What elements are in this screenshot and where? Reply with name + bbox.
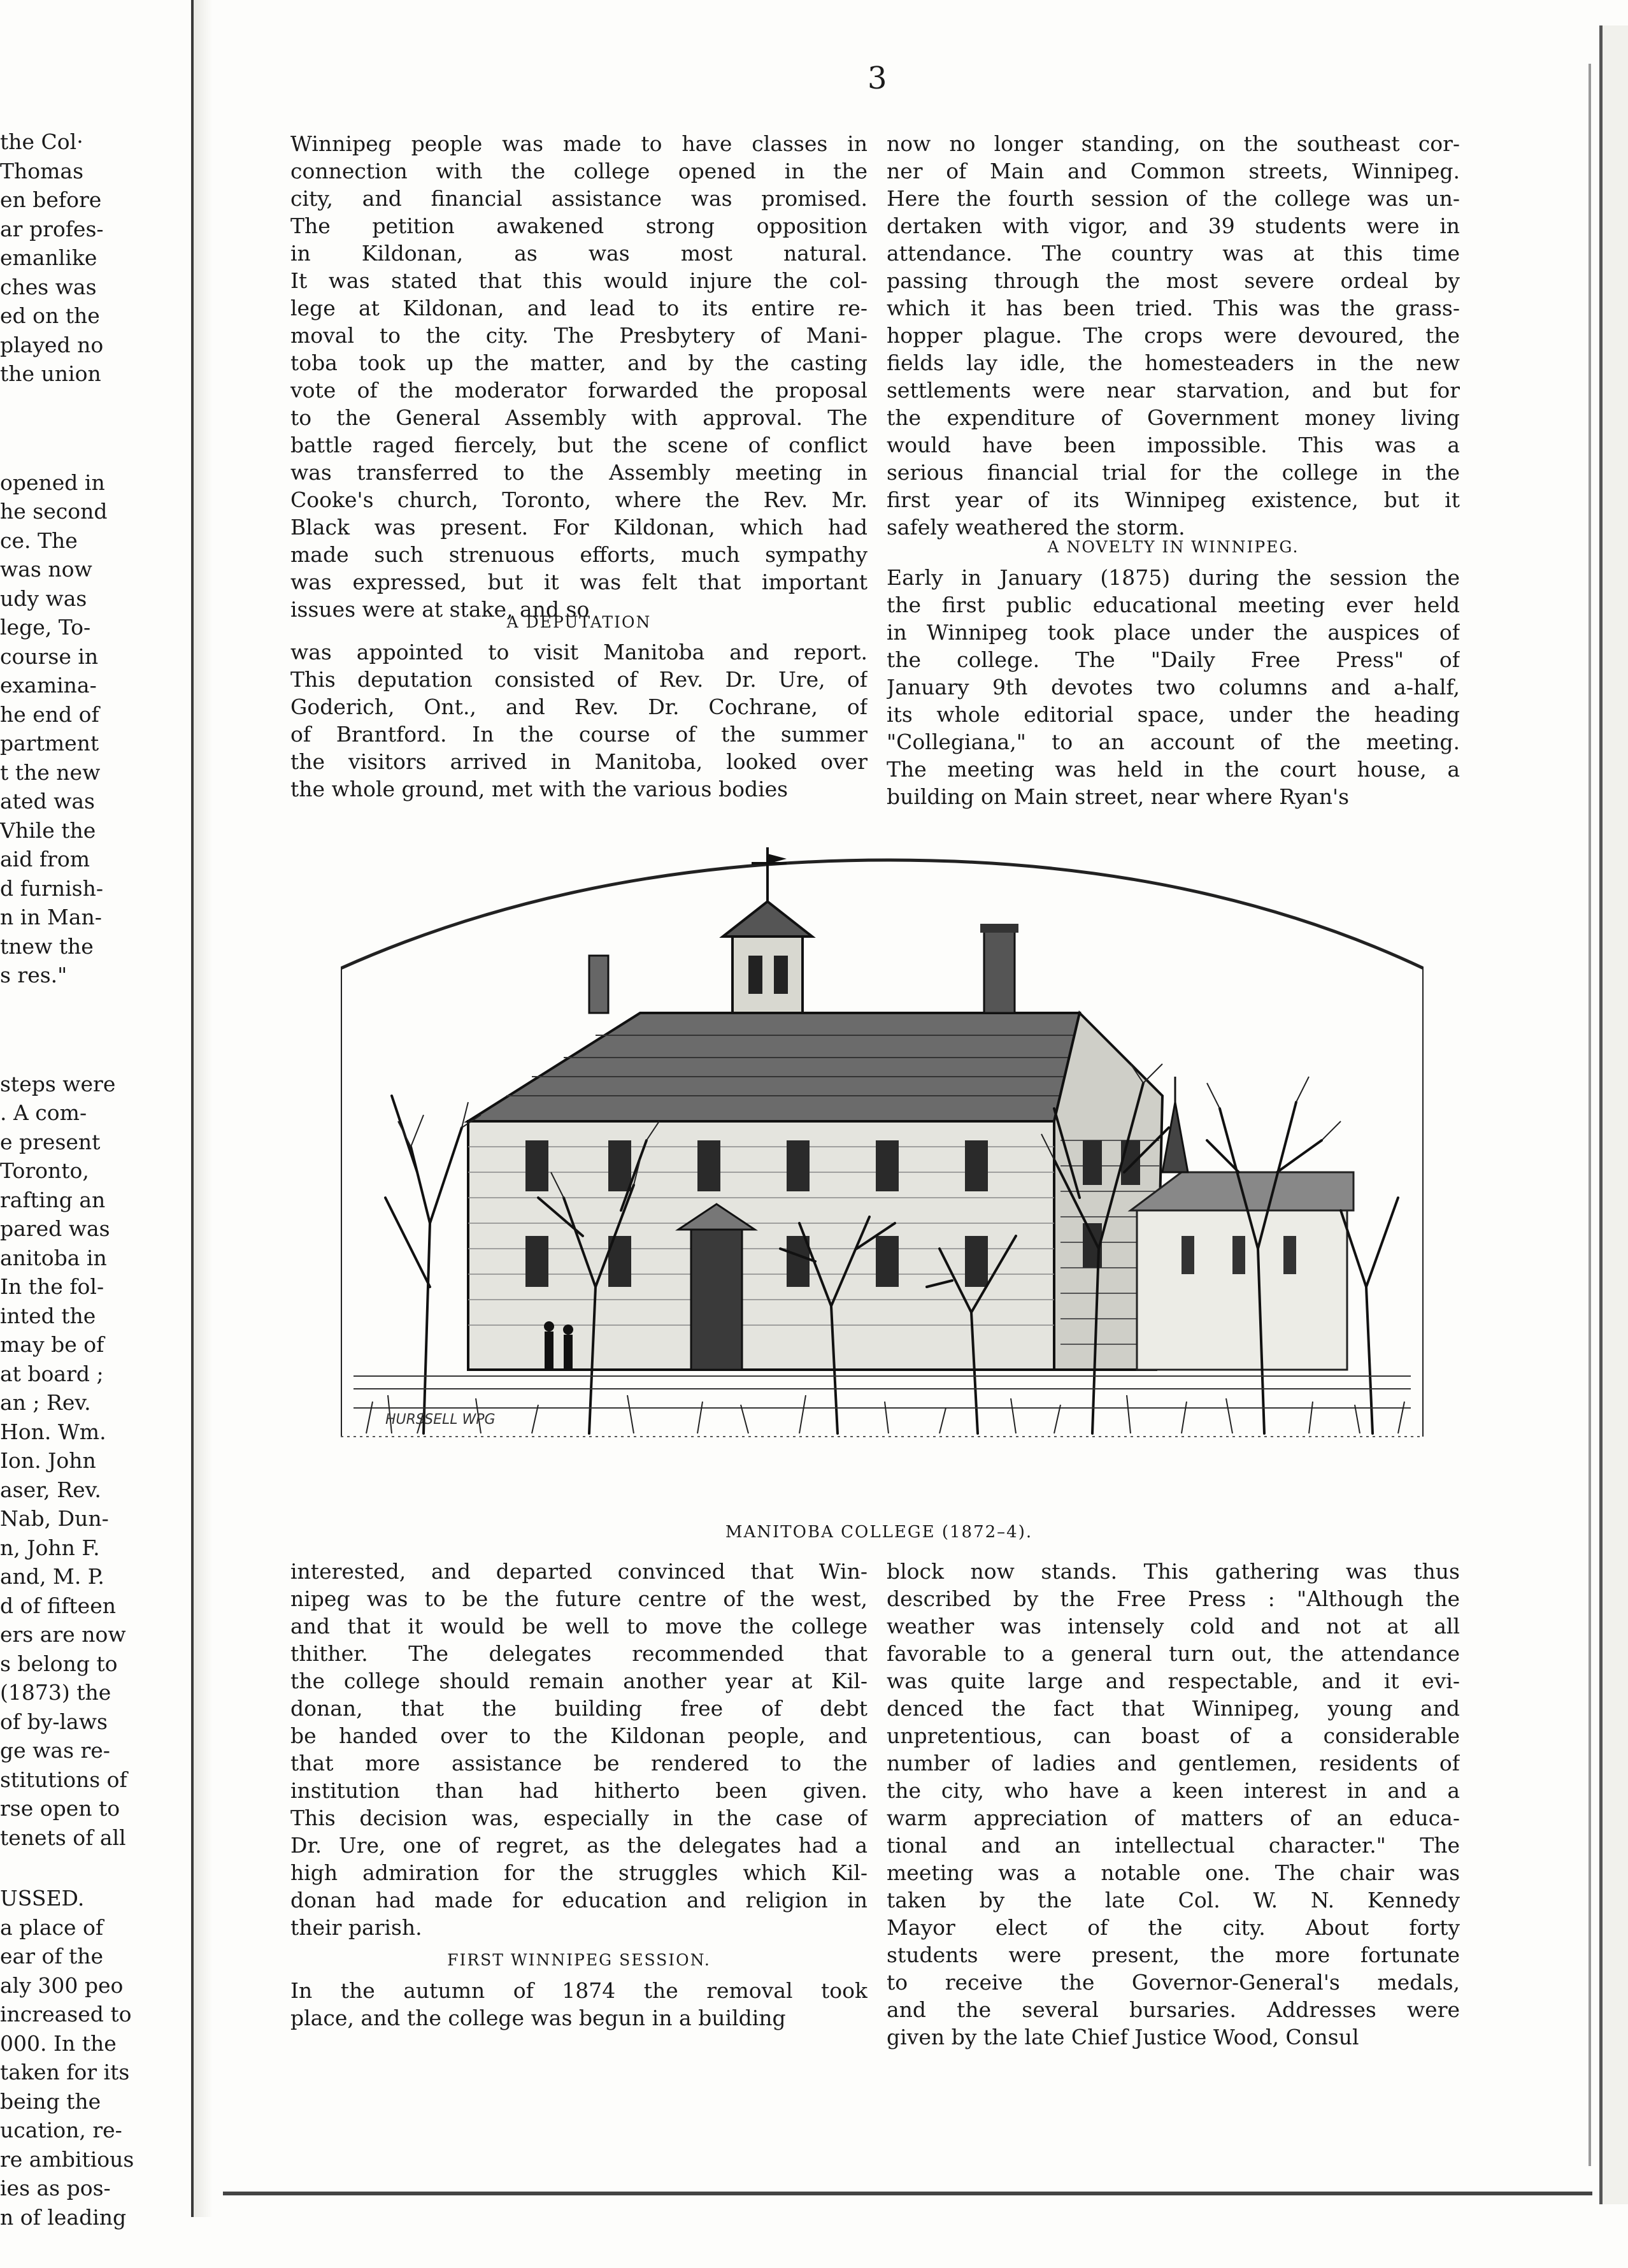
text-line: tional and an intellectual character." The: [887, 1833, 1460, 1858]
fragment-block: [0, 1070, 148, 1853]
text-line: given by the late Chief Justice Wood, Consul: [887, 2025, 1359, 2049]
fragment-line: an ; Rev.: [0, 1390, 91, 1415]
text-line: donan had made for education and religion in: [290, 1888, 868, 1913]
text-line: that more assistance be rendered to the: [290, 1751, 868, 1776]
text-line: Goderich, Ont., and Rev. Dr. Cochrane, of: [290, 694, 868, 719]
text-line: and that it would be well to move the college: [290, 1614, 868, 1639]
fragment-line: udy was: [0, 585, 87, 611]
fragment-line: (1873) the: [0, 1680, 111, 1705]
bottom-rule: [223, 2192, 1592, 2195]
text-line: dertaken with vigor, and 39 students were in: [887, 213, 1460, 238]
fragment-line: at board ;: [0, 1361, 104, 1386]
text-line: and the several bursaries. Addresses were: [887, 1997, 1460, 2022]
fragment-line: s res.": [0, 963, 68, 987]
text-line: first year of its Winnipeg existence, but it: [887, 487, 1460, 512]
fragment-line: ies as pos-: [0, 2176, 111, 2200]
text-line: donan, that the building free of debt: [290, 1696, 868, 1721]
fragment-block: [0, 127, 148, 389]
text-line: taken by the late Col. W. N. Kennedy: [887, 1888, 1460, 1913]
page-edge-rule: [1589, 64, 1591, 2166]
fragment-line: increased to: [0, 2002, 132, 2027]
fragment-line: Toronto,: [0, 1158, 89, 1183]
text-line: fields lay idle, the homesteaders in the new: [887, 350, 1460, 375]
text-line: to receive the Governor-General's medals,: [887, 1970, 1460, 1995]
fragment-line: n in Man-: [0, 905, 102, 929]
text-line: favorable to a general turn out, the attendance: [887, 1641, 1460, 1666]
artist-signature: HURSSELL WPG: [385, 1412, 496, 1428]
text-line: battle raged fiercely, but the scene of conflict: [290, 433, 868, 457]
text-line: described by the Free Press : "Although the: [887, 1586, 1460, 1611]
fragment-line: inted the: [0, 1303, 96, 1328]
text-line: its whole editorial space, under the heading: [887, 702, 1460, 727]
fragment-line: opened in: [0, 470, 105, 495]
fragment-line: ge was re-: [0, 1738, 110, 1763]
text-line: interested, and departed convinced that Win-: [290, 1559, 868, 1584]
fragment-line: 000. In the: [0, 2030, 117, 2056]
fragment-line: aly 300 peo: [0, 1972, 124, 1998]
fragment-line: he second: [0, 499, 108, 524]
text-line: unpretentious, can boast of a considerable: [887, 1723, 1460, 1748]
fragment-line: partment: [0, 731, 99, 756]
text-line: moval to the city. The Presbytery of Mani-: [290, 323, 868, 348]
fragment-block: [0, 1884, 148, 2232]
page-edge-right: [1599, 25, 1628, 2204]
fragment-line: Vhile the: [0, 817, 96, 843]
text-line: This deputation consisted of Rev. Dr. Ure, of: [290, 667, 868, 692]
fragment-line: USSED.: [0, 1886, 85, 1911]
text-line: serious financial trial for the college in the: [887, 460, 1460, 485]
text-line: the city, who have a keen interest in and a: [887, 1778, 1460, 1803]
fragment-line: Nab, Dun-: [0, 1506, 109, 1531]
text-line: students were present, the more fortunate: [887, 1942, 1460, 1967]
fragment-line: was now: [0, 557, 92, 582]
text-line: Here the fourth session of the college was un-: [887, 186, 1460, 211]
text-line: Mayor elect of the city. About forty: [887, 1915, 1460, 1940]
fragment-line: steps were: [0, 1071, 116, 1096]
text-line: hopper plague. The crops were devoured, the: [887, 323, 1460, 348]
text-line: nipeg was to be the future centre of the west,: [290, 1586, 868, 1611]
fragment-line: ated was: [0, 789, 95, 814]
fragment-line: en before: [0, 187, 102, 212]
text-line: passing through the most severe ordeal by: [887, 268, 1460, 293]
fragment-line: ches was: [0, 274, 97, 299]
text-line: in Winnipeg took place under the auspices of: [887, 620, 1460, 645]
text-line: attendance. The country was at this time: [887, 241, 1460, 266]
text-line: It was stated that this would injure the col-: [290, 268, 868, 293]
fragment-line: d furnish-: [0, 875, 104, 901]
heading-first-winnipeg-session: FIRST WINNIPEG SESSION.: [447, 1951, 711, 1969]
fragment-line: course in: [0, 643, 99, 669]
fragment-line: t the new: [0, 759, 101, 785]
text-line: thither. The delegates recommended that: [290, 1641, 868, 1666]
text-line: was transferred to the Assembly meeting in: [290, 460, 868, 485]
text-line: block now stands. This gathering was thus: [887, 1559, 1460, 1584]
column-b-bottom-text: [887, 1558, 1460, 2051]
fragment-line: played no: [0, 332, 104, 357]
fragment-line: anitoba in: [0, 1245, 107, 1270]
text-line: weather was intensely cold and not at all: [887, 1614, 1460, 1639]
text-line: city, and financial assistance was promised.: [290, 186, 868, 211]
fragment-line: . A com-: [0, 1100, 87, 1125]
text-line: denced the fact that Winnipeg, young and: [887, 1696, 1460, 1721]
text-line: issues were at stake, and so: [290, 597, 590, 622]
fragment-line: pared was: [0, 1216, 110, 1241]
fragment-line: stitutions of: [0, 1767, 127, 1792]
fragment-line: he end of: [0, 701, 99, 727]
fragment-line: Hon. Wm.: [0, 1419, 106, 1444]
fragment-line: ers are now: [0, 1622, 126, 1647]
text-line: This decision was, especially in the case of: [290, 1805, 868, 1830]
text-line: high admiration for the struggles which Kil-: [290, 1860, 868, 1885]
text-line: In the autumn of 1874 the removal took: [290, 1978, 868, 2003]
fragment-line: rse open to: [0, 1796, 120, 1821]
fragment-line: re ambitious: [0, 2146, 134, 2172]
text-line: The meeting was held in the court house, a: [887, 757, 1460, 782]
column-a-top-text: [290, 130, 868, 623]
column-a-end-text: [290, 1977, 868, 2032]
column-b-mid-text: [887, 564, 1460, 810]
text-line: connection with the college opened in the: [290, 159, 868, 183]
text-line: "Collegiana," to an account of the meeting.: [887, 729, 1460, 754]
fragment-line: aser, Rev.: [0, 1477, 101, 1502]
text-line: January 9th devotes two columns and a-half,: [887, 675, 1460, 700]
column-b-top-text: [887, 130, 1460, 541]
fragment-line: rafting an: [0, 1187, 106, 1212]
fragment-line: ce. The: [0, 528, 78, 553]
text-line: was appointed to visit Manitoba and report.: [290, 640, 868, 664]
column-a-mid-text: [290, 638, 868, 803]
text-line: now no longer standing, on the southeast cor-: [887, 131, 1460, 156]
fragment-line: e present: [0, 1129, 101, 1154]
text-line: Dr. Ure, one of regret, as the delegates had a: [290, 1833, 868, 1858]
text-line: vote of the moderator forwarded the proposal: [290, 378, 868, 403]
page-fold-left: [191, 0, 213, 2217]
fragment-line: ar profes-: [0, 216, 104, 241]
fragment-line: and, M. P.: [0, 1564, 104, 1589]
text-line: be handed over to the Kildonan people, and: [290, 1723, 868, 1748]
text-line: the whole ground, met with the various bodies: [290, 777, 789, 801]
manitoba-college-illustration: [341, 841, 1424, 1453]
text-line: their parish.: [290, 1915, 422, 1940]
text-line: place, and the college was begun in a building: [290, 2006, 786, 2030]
text-line: Black was present. For Kildonan, which had: [290, 515, 868, 540]
fragment-line: ucation, re-: [0, 2118, 122, 2142]
text-line: the college should remain another year at Kil-: [290, 1669, 868, 1693]
text-line: ner of Main and Common streets, Winnipeg.: [887, 159, 1460, 183]
fragment-line: a place of: [0, 1914, 104, 1940]
fragment-line: the Col·: [0, 129, 83, 154]
text-line: in Kildonan, as was most natural.: [290, 241, 868, 266]
fragment-line: of by-laws: [0, 1709, 108, 1734]
text-line: Winnipeg people was made to have classes in: [290, 131, 868, 156]
fragment-line: examina-: [0, 673, 97, 698]
fragment-line: d of fifteen: [0, 1593, 116, 1618]
text-line: safely weathered the storm.: [887, 515, 1185, 540]
heading-novelty: A NOVELTY IN WINNIPEG.: [1047, 538, 1299, 556]
text-line: which it has been tried. This was the grass-: [887, 296, 1460, 320]
text-line: would have been impossible. This was a: [887, 433, 1460, 457]
fragment-line: tnew the: [0, 933, 94, 959]
text-line: the visitors arrived in Manitoba, looked over: [290, 749, 868, 774]
text-line: lege at Kildonan, and lead to its entire re-: [290, 296, 868, 320]
fragment-line: may be of: [0, 1332, 104, 1357]
fragment-line: s belong to: [0, 1651, 118, 1676]
fragment-line: Thomas: [0, 158, 84, 183]
text-line: was quite large and respectable, and it evi-: [887, 1669, 1460, 1693]
fragment-line: the union: [0, 361, 101, 386]
fragment-line: ear of the: [0, 1944, 104, 1969]
text-line: of Brantford. In the course of the summer: [290, 722, 868, 747]
text-line: the first public educational meeting ever held: [887, 592, 1460, 617]
text-line: warm appreciation of matters of an educa-: [887, 1805, 1460, 1830]
text-line: settlements were near starvation, and but for: [887, 378, 1460, 403]
text-line: building on Main street, near where Ryan's: [887, 784, 1350, 809]
fragment-line: being the: [0, 2088, 101, 2114]
fragment-line: n of leading: [0, 2204, 127, 2230]
column-a-bottom-text: [290, 1558, 868, 1941]
fragment-block: [0, 468, 148, 990]
fragment-line: ed on the: [0, 303, 100, 328]
fragment-line: tenets of all: [0, 1825, 126, 1850]
fragment-line: taken for its: [0, 2060, 130, 2085]
heading-deputation: A DEPUTATION: [506, 613, 652, 631]
fragment-line: aid from: [0, 847, 90, 872]
fragment-line: lege, To-: [0, 615, 91, 640]
text-line: The petition awakened strong opposition: [290, 213, 868, 238]
text-line: made such strenuous efforts, much sympathy: [290, 542, 868, 567]
text-line: toba took up the matter, and by the casting: [290, 350, 868, 375]
text-line: the college. The "Daily Free Press" of: [887, 647, 1460, 672]
fragment-line: Ion. John: [0, 1448, 96, 1473]
fragment-line: In the fol-: [0, 1274, 104, 1299]
text-line: was expressed, but it was felt that important: [290, 570, 868, 594]
text-line: institution than had hitherto been given.: [290, 1778, 868, 1803]
text-line: meeting was a notable one. The chair was: [887, 1860, 1460, 1885]
fragment-line: emanlike: [0, 245, 97, 270]
illustration-caption: MANITOBA COLLEGE (1872–4).: [725, 1523, 1033, 1542]
text-line: the expenditure of Government money living: [887, 405, 1460, 430]
page-number: 3: [868, 61, 887, 96]
text-line: Cooke's church, Toronto, where the Rev. Mr.: [290, 487, 868, 512]
text-line: to the General Assembly with approval. The: [290, 405, 868, 430]
fragment-line: n, John F.: [0, 1535, 100, 1560]
previous-page-fragment: [0, 127, 148, 2232]
text-line: number of ladies and gentlemen, residents of: [887, 1751, 1460, 1776]
text-line: Early in January (1875) during the session the: [887, 565, 1460, 590]
